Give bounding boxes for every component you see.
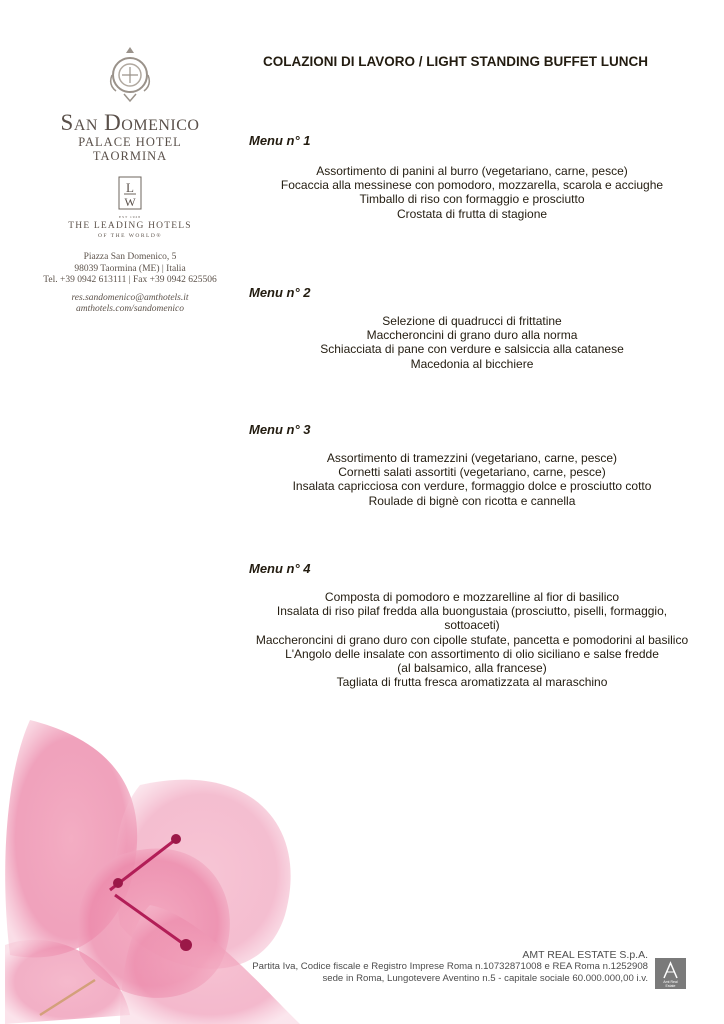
company-footer: [252, 949, 648, 985]
lhw-name: THE LEADING HOTELS: [68, 221, 192, 231]
menu-item: Assortimento di tramezzini (vegetariano, carne, pesce): [326, 451, 618, 465]
menu-item: Assortimento di panini al burro (vegetariano, carne, pesce): [316, 164, 628, 178]
menu-item: L'Angolo delle insalate con assortimento di olio siciliano e salse fredde: [285, 646, 659, 661]
menu-item: Maccheroncini di grano duro con cipolle stufate, pancetta e pomodorini al basilico: [255, 632, 689, 647]
svg-text:L: L: [126, 180, 134, 195]
menu-item: Roulade di bignè con ricotta e cannella: [368, 493, 576, 508]
menu-item: sottoaceti): [444, 618, 500, 633]
hotel-crest-icon: [106, 45, 154, 103]
hotel-name: San Domenico: [60, 110, 200, 135]
menu-item: Macedonia al bicchiere: [410, 356, 534, 371]
contact-email[interactable]: res.sandomenico@amthotels.it: [71, 292, 189, 303]
menu-item: Insalata di riso pilaf fredda alla buongustaia (prosciutto, piselli, formaggio,: [276, 604, 668, 619]
menu-item: Schiacciata di pane con verdure e salsiccia alla catanese: [320, 342, 624, 357]
menu-4-heading: Menu n° 4: [249, 561, 311, 576]
lhw-subtitle: OF THE WORLD®: [97, 233, 163, 239]
menu-2-items: [242, 314, 702, 371]
menu-2-heading: Menu n° 2: [249, 285, 311, 300]
address-street: Piazza San Domenico, 5: [83, 252, 177, 262]
menu-item: Tagliata di frutta fresca aromatizzata al maraschino: [336, 675, 608, 690]
menu-item: Timballo di riso con formaggio e prosciutto: [359, 192, 585, 207]
menu-item: Cornetti salati assortiti (vegetariano, carne, pesce): [338, 465, 606, 480]
hotel-subtitle-city: TAORMINA: [92, 149, 168, 163]
hotel-address: [30, 252, 230, 287]
menu-item: (al balsamico, alla francese): [397, 661, 547, 676]
menu-3-heading: Menu n° 3: [249, 422, 311, 437]
menu-1-items: [242, 164, 702, 221]
page-title: COLAZIONI DI LAVORO / LIGHT STANDING BUFFET LUNCH: [263, 54, 648, 69]
hotel-subtitle-palace: PALACE HOTEL: [78, 135, 182, 149]
menu-3-items: [242, 451, 702, 508]
menu-item: Crostata di frutta di stagione: [396, 206, 548, 221]
svg-text:W: W: [124, 195, 136, 209]
footer-address: sede in Roma, Lungotevere Aventino n.5 - capitale sociale 60.000.000,00 i.v.: [322, 973, 648, 984]
lhw-est-label: EST 1928: [118, 215, 142, 219]
amt-real-estate-logo-icon: [655, 958, 686, 989]
menu-item: Selezione di quadrucci di frittatine: [382, 314, 562, 328]
footer-registration: Partita Iva, Codice fiscale e Registro Imprese Roma n.10732871008 e REA Roma n.1252908: [252, 961, 648, 972]
svg-text:Amt Real: Amt Real: [663, 980, 678, 984]
address-phone: Tel. +39 0942 613111 | Fax +39 0942 625506: [43, 275, 217, 285]
menu-item: Composta di pomodoro e mozzarelline al fior di basilico: [324, 590, 620, 604]
svg-text:Estate: Estate: [665, 984, 676, 988]
hotel-contact: [30, 293, 230, 316]
menu-item: Insalata capricciosa con verdure, formaggio dolce e prosciutto cotto: [292, 479, 652, 494]
hotel-sidebar: [30, 45, 230, 316]
leading-hotels-logo-icon: [116, 175, 144, 213]
contact-website[interactable]: amthotels.com/sandomenico: [76, 304, 184, 314]
menu-1-heading: Menu n° 1: [249, 133, 311, 148]
menu-item: Focaccia alla messinese con pomodoro, mozzarella, scarola e acciughe: [280, 178, 664, 193]
menu-item: Maccheroncini di grano duro alla norma: [366, 328, 578, 343]
footer-company-name: AMT REAL ESTATE S.p.A.: [522, 949, 648, 961]
menu-4-items: [242, 590, 702, 689]
address-city: 98039 Taormina (ME) | Italia: [74, 263, 186, 274]
